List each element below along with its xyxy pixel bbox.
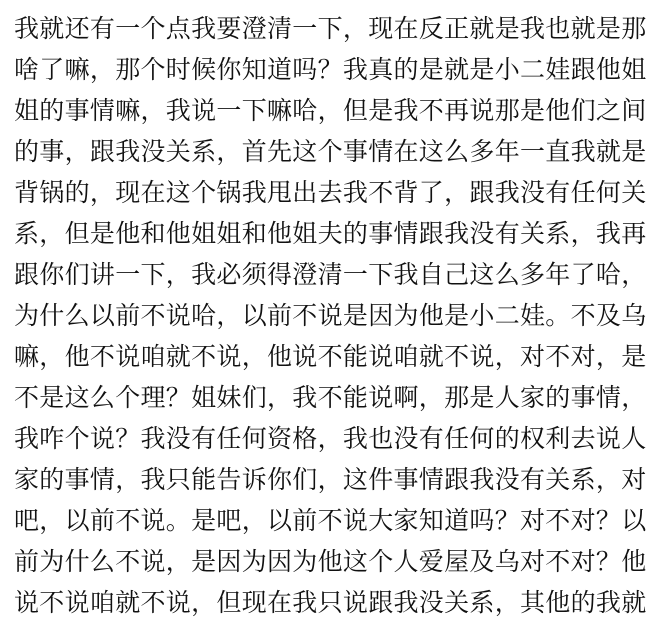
- text-line: 家的事情，我只能告诉你们，这件事情跟我没有关系，对: [14, 465, 647, 494]
- text-line: 姐的事情嘛，我说一下嘛哈，但是我不再说那是他们之间: [14, 96, 647, 125]
- text-line: 背锅的，现在这个锅我甩出去我不背了，跟我没有任何关: [14, 178, 647, 207]
- text-line: 前为什么不说，是因为因为他这个人爱屋及乌对不对？他: [14, 547, 647, 576]
- transcript-text: [14, 0, 647, 623]
- text-line: 吧，以前不说。是吧，以前不说大家知道吗？对不对？以: [14, 506, 647, 535]
- text-line: 跟你们讲一下，我必须得澄清一下我自己这么多年了哈，: [14, 260, 647, 289]
- text-line: 我就还有一个点我要澄清一下，现在反正就是我也就是那: [14, 14, 647, 43]
- text-line: 啥了嘛，那个时候你知道吗？我真的是就是小二娃跟他姐: [14, 55, 647, 84]
- text-line: 为什么以前不说哈，以前不说是因为他是小二娃。不及乌: [14, 301, 647, 330]
- text-line: 我咋个说？我没有任何资格，我也没有任何的权利去说人: [14, 424, 647, 453]
- text-line: 说不说咱就不说，但现在我只说跟我没关系，其他的我就: [14, 588, 647, 617]
- text-line: 的事，跟我没关系，首先这个事情在这么多年一直我就是: [14, 137, 647, 166]
- text-line: 嘛，他不说咱就不说，他说不能说咱就不说，对不对，是: [14, 342, 647, 371]
- text-line: 系，但是他和他姐姐和他姐夫的事情跟我没有关系，我再: [14, 219, 647, 248]
- text-line: 不是这么个理？姐妹们，我不能说啊，那是人家的事情，: [14, 383, 647, 412]
